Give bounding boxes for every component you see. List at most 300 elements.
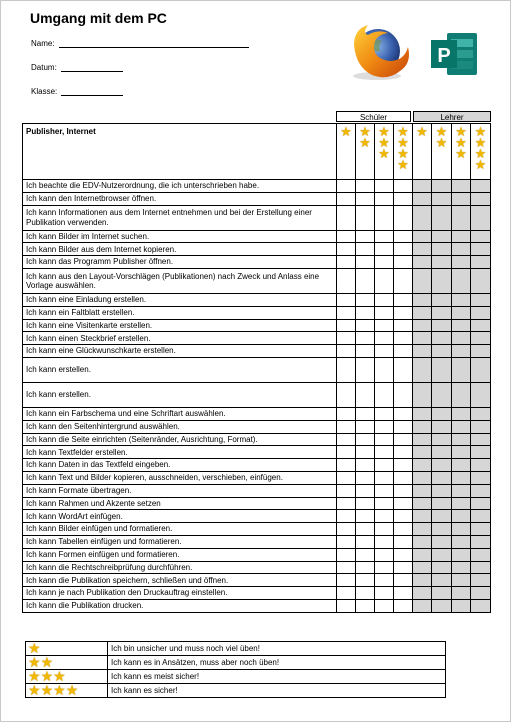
student-rating-cell[interactable] — [394, 306, 413, 319]
teacher-rating-cell[interactable] — [413, 243, 432, 256]
star-icon: ★ — [455, 135, 467, 150]
teacher-rating-cell[interactable] — [471, 306, 491, 319]
teacher-rating-cell[interactable] — [432, 548, 452, 561]
student-rating-cell[interactable] — [337, 587, 356, 600]
class-field[interactable] — [31, 87, 123, 96]
competency-text: Ich kann Formen einfügen und formatieren. — [23, 548, 337, 561]
student-rating-cell[interactable] — [375, 243, 394, 256]
student-rating-cell[interactable] — [356, 484, 375, 497]
student-rating-cell[interactable] — [394, 599, 413, 612]
teacher-rating-cell[interactable] — [413, 574, 432, 587]
student-rating-cell[interactable] — [394, 205, 413, 230]
star-icon: ★ — [65, 682, 79, 698]
student-rating-cell[interactable] — [375, 357, 394, 382]
teacher-rating-cell[interactable] — [452, 510, 471, 523]
teacher-rating-cell[interactable] — [471, 587, 491, 600]
teacher-rating-cell[interactable] — [413, 256, 432, 269]
student-rating-cell[interactable] — [375, 420, 394, 433]
star-icon: ★ — [474, 146, 487, 161]
star-icon: ★ — [378, 146, 390, 161]
student-rating-cell[interactable] — [394, 345, 413, 358]
teacher-rating-cell[interactable] — [471, 535, 491, 548]
student-rating-cell[interactable] — [375, 180, 394, 193]
teacher-level-header-4 — [471, 124, 491, 180]
teacher-rating-cell[interactable] — [432, 357, 452, 382]
student-rating-cell[interactable] — [356, 357, 375, 382]
teacher-rating-cell[interactable] — [432, 192, 452, 205]
student-rating-cell[interactable] — [337, 420, 356, 433]
teacher-rating-cell[interactable] — [471, 459, 491, 472]
teacher-rating-cell[interactable] — [432, 230, 452, 243]
competency-text: Ich kann eine Einladung erstellen. — [23, 293, 337, 306]
teacher-rating-cell[interactable] — [432, 497, 452, 510]
teacher-rating-cell[interactable] — [413, 332, 432, 345]
teacher-rating-cell[interactable] — [432, 446, 452, 459]
teacher-rating-cell[interactable] — [452, 230, 471, 243]
competency-text: Ich kann den Internetbrowser öffnen. — [23, 192, 337, 205]
teacher-rating-cell[interactable] — [452, 319, 471, 332]
star-icon: ★ — [455, 146, 467, 161]
competency-text: Ich kann Informationen aus dem Internet entnehmen und bei der Erstellung einer Publikation verwenden. — [23, 205, 337, 230]
student-rating-cell[interactable] — [337, 382, 356, 407]
teacher-rating-cell[interactable] — [452, 268, 471, 293]
teacher-rating-cell[interactable] — [413, 357, 432, 382]
legend-row — [26, 642, 446, 656]
student-rating-cell[interactable] — [394, 433, 413, 446]
teacher-rating-cell[interactable] — [471, 319, 491, 332]
teacher-rating-cell[interactable] — [413, 268, 432, 293]
student-rating-cell[interactable] — [394, 535, 413, 548]
student-rating-cell[interactable] — [394, 548, 413, 561]
teacher-rating-cell[interactable] — [432, 459, 452, 472]
teacher-rating-cell[interactable] — [471, 471, 491, 484]
student-rating-cell[interactable] — [375, 510, 394, 523]
competency-text: Ich kann erstellen. — [23, 382, 337, 407]
student-rating-cell[interactable] — [375, 497, 394, 510]
teacher-rating-cell[interactable] — [471, 561, 491, 574]
teacher-rating-cell[interactable] — [452, 548, 471, 561]
student-rating-cell[interactable] — [337, 180, 356, 193]
student-rating-cell[interactable] — [375, 599, 394, 612]
student-rating-cell[interactable] — [356, 446, 375, 459]
teacher-rating-cell[interactable] — [471, 256, 491, 269]
student-rating-cell[interactable] — [375, 433, 394, 446]
teacher-rating-cell[interactable] — [471, 523, 491, 536]
student-rating-cell[interactable] — [375, 407, 394, 420]
teacher-rating-cell[interactable] — [452, 523, 471, 536]
competency-text: Ich kann ein Faltblatt erstellen. — [23, 306, 337, 319]
teacher-rating-cell[interactable] — [452, 180, 471, 193]
teacher-rating-cell[interactable] — [452, 459, 471, 472]
teacher-rating-cell[interactable] — [471, 357, 491, 382]
teacher-rating-cell[interactable] — [452, 497, 471, 510]
student-rating-cell[interactable] — [375, 471, 394, 484]
student-rating-cell[interactable] — [356, 332, 375, 345]
teacher-rating-cell[interactable] — [471, 230, 491, 243]
student-rating-cell[interactable] — [375, 256, 394, 269]
table-row — [23, 268, 491, 293]
student-rating-cell[interactable] — [356, 459, 375, 472]
student-rating-cell[interactable] — [394, 446, 413, 459]
student-rating-cell[interactable] — [356, 407, 375, 420]
student-rating-cell[interactable] — [375, 382, 394, 407]
table-row — [23, 293, 491, 306]
student-rating-cell[interactable] — [375, 587, 394, 600]
student-rating-cell[interactable] — [356, 268, 375, 293]
student-rating-cell[interactable] — [356, 256, 375, 269]
teacher-rating-cell[interactable] — [471, 599, 491, 612]
student-rating-cell[interactable] — [337, 459, 356, 472]
star-icon: ★ — [40, 654, 54, 670]
star-icon: ★ — [397, 157, 409, 172]
student-rating-cell[interactable] — [337, 535, 356, 548]
student-rating-cell[interactable] — [337, 268, 356, 293]
student-rating-cell[interactable] — [356, 243, 375, 256]
date-field[interactable] — [31, 63, 123, 72]
competency-text: Ich kann ein Farbschema und eine Schriftart auswählen. — [23, 407, 337, 420]
star-rating-3 — [375, 124, 393, 159]
student-rating-cell[interactable] — [375, 548, 394, 561]
teacher-rating-cell[interactable] — [432, 306, 452, 319]
teacher-rating-cell[interactable] — [432, 293, 452, 306]
teacher-rating-cell[interactable] — [432, 420, 452, 433]
teacher-rating-cell[interactable] — [432, 256, 452, 269]
teacher-rating-cell[interactable] — [452, 192, 471, 205]
student-rating-cell[interactable] — [356, 420, 375, 433]
star-icon: ★ — [378, 135, 390, 150]
teacher-rating-cell[interactable] — [413, 459, 432, 472]
teacher-rating-cell[interactable] — [432, 243, 452, 256]
student-rating-cell[interactable] — [394, 497, 413, 510]
star-icon: ★ — [28, 682, 41, 698]
table-row — [23, 497, 491, 510]
student-rating-cell[interactable] — [356, 230, 375, 243]
teacher-rating-cell[interactable] — [432, 510, 452, 523]
student-rating-cell[interactable] — [337, 243, 356, 256]
student-rating-cell[interactable] — [337, 357, 356, 382]
student-rating-cell[interactable] — [337, 548, 356, 561]
teacher-rating-cell[interactable] — [471, 332, 491, 345]
teacher-rating-cell[interactable] — [452, 382, 471, 407]
teacher-rating-cell[interactable] — [471, 243, 491, 256]
student-rating-cell[interactable] — [375, 446, 394, 459]
student-rating-cell[interactable] — [375, 561, 394, 574]
student-rating-cell[interactable] — [356, 471, 375, 484]
student-rating-cell[interactable] — [356, 345, 375, 358]
teacher-rating-cell[interactable] — [432, 332, 452, 345]
student-rating-cell[interactable] — [375, 230, 394, 243]
teacher-rating-cell[interactable] — [452, 420, 471, 433]
teacher-rating-cell[interactable] — [432, 205, 452, 230]
competency-text: Ich kann Tabellen einfügen und formatieren. — [23, 535, 337, 548]
student-rating-cell[interactable] — [337, 319, 356, 332]
teacher-rating-cell[interactable] — [471, 420, 491, 433]
teacher-rating-cell[interactable] — [413, 548, 432, 561]
student-rating-cell[interactable] — [337, 306, 356, 319]
teacher-rating-cell[interactable] — [432, 382, 452, 407]
table-row — [23, 459, 491, 472]
teacher-rating-cell[interactable] — [452, 357, 471, 382]
teacher-rating-cell[interactable] — [432, 535, 452, 548]
teacher-rating-cell[interactable] — [432, 523, 452, 536]
student-rating-cell[interactable] — [356, 510, 375, 523]
teacher-rating-cell[interactable] — [413, 293, 432, 306]
teacher-rating-cell[interactable] — [471, 574, 491, 587]
student-rating-cell[interactable] — [356, 523, 375, 536]
student-rating-cell[interactable] — [375, 319, 394, 332]
student-rating-cell[interactable] — [337, 497, 356, 510]
teacher-rating-cell[interactable] — [432, 319, 452, 332]
student-rating-cell[interactable] — [337, 574, 356, 587]
competency-text: Ich kann Bilder einfügen und formatieren. — [23, 523, 337, 536]
teacher-rating-cell[interactable] — [413, 205, 432, 230]
student-rating-cell[interactable] — [337, 256, 356, 269]
teacher-rating-cell[interactable] — [413, 561, 432, 574]
date-line[interactable] — [61, 63, 123, 72]
student-rating-cell[interactable] — [394, 407, 413, 420]
student-rating-cell[interactable] — [356, 306, 375, 319]
teacher-rating-cell[interactable] — [413, 510, 432, 523]
teacher-rating-cell[interactable] — [413, 319, 432, 332]
student-rating-cell[interactable] — [356, 497, 375, 510]
student-rating-cell[interactable] — [356, 293, 375, 306]
teacher-rating-cell[interactable] — [471, 510, 491, 523]
student-rating-cell[interactable] — [356, 535, 375, 548]
teacher-rating-cell[interactable] — [432, 587, 452, 600]
student-rating-cell[interactable] — [394, 192, 413, 205]
table-row — [23, 357, 491, 382]
teacher-rating-cell[interactable] — [413, 382, 432, 407]
student-rating-cell[interactable] — [394, 420, 413, 433]
student-rating-cell[interactable] — [375, 306, 394, 319]
student-rating-cell[interactable] — [394, 484, 413, 497]
teacher-rating-cell[interactable] — [471, 180, 491, 193]
competency-text: Ich kann Rahmen und Akzente setzen — [23, 497, 337, 510]
table-row — [23, 420, 491, 433]
student-rating-cell[interactable] — [337, 407, 356, 420]
student-rating-cell[interactable] — [337, 433, 356, 446]
teacher-rating-cell[interactable] — [452, 484, 471, 497]
star-legend — [25, 641, 446, 698]
student-rating-cell[interactable] — [394, 574, 413, 587]
student-rating-cell[interactable] — [394, 459, 413, 472]
teacher-rating-cell[interactable] — [413, 484, 432, 497]
table-row — [23, 484, 491, 497]
class-label: Klasse: — [31, 87, 58, 96]
student-rating-cell[interactable] — [356, 561, 375, 574]
table-row — [23, 243, 491, 256]
legend-row — [26, 684, 446, 698]
teacher-rating-cell[interactable] — [413, 535, 432, 548]
teacher-rating-cell[interactable] — [432, 599, 452, 612]
competency-text: Ich kann Daten in das Textfeld eingeben. — [23, 459, 337, 472]
teacher-rating-cell[interactable] — [452, 407, 471, 420]
teacher-rating-cell[interactable] — [413, 599, 432, 612]
teacher-rating-cell[interactable] — [432, 574, 452, 587]
teacher-rating-cell[interactable] — [471, 192, 491, 205]
student-rating-cell[interactable] — [375, 459, 394, 472]
student-rating-cell[interactable] — [337, 484, 356, 497]
competency-text: Ich kann WordArt einfügen. — [23, 510, 337, 523]
student-rating-cell[interactable] — [337, 345, 356, 358]
teacher-level-header-3 — [452, 124, 471, 180]
class-line[interactable] — [61, 87, 123, 96]
teacher-rating-cell[interactable] — [452, 446, 471, 459]
teacher-rating-cell[interactable] — [413, 230, 432, 243]
legend-stars — [26, 684, 108, 698]
student-rating-cell[interactable] — [375, 535, 394, 548]
student-rating-cell[interactable] — [394, 256, 413, 269]
student-column-header: Schüler — [336, 111, 411, 122]
teacher-rating-cell[interactable] — [452, 535, 471, 548]
student-rating-cell[interactable] — [356, 548, 375, 561]
student-rating-cell[interactable] — [394, 587, 413, 600]
teacher-rating-cell[interactable] — [471, 345, 491, 358]
student-rating-cell[interactable] — [356, 574, 375, 587]
student-rating-cell[interactable] — [356, 599, 375, 612]
teacher-rating-cell[interactable] — [471, 205, 491, 230]
legend-text: Ich kann es meist sicher! — [108, 670, 446, 684]
student-rating-cell[interactable] — [337, 471, 356, 484]
student-rating-cell[interactable] — [394, 382, 413, 407]
teacher-rating-cell[interactable] — [413, 306, 432, 319]
student-rating-cell[interactable] — [356, 192, 375, 205]
teacher-rating-cell[interactable] — [452, 293, 471, 306]
student-rating-cell[interactable] — [394, 319, 413, 332]
star-rating-2 — [432, 124, 451, 148]
student-rating-cell[interactable] — [337, 446, 356, 459]
student-rating-cell[interactable] — [394, 523, 413, 536]
teacher-rating-cell[interactable] — [432, 407, 452, 420]
teacher-rating-cell[interactable] — [413, 587, 432, 600]
teacher-rating-cell[interactable] — [413, 192, 432, 205]
competency-text: Ich kann Textfelder erstellen. — [23, 446, 337, 459]
student-rating-cell[interactable] — [375, 574, 394, 587]
teacher-rating-cell[interactable] — [413, 523, 432, 536]
teacher-rating-cell[interactable] — [452, 345, 471, 358]
student-rating-cell[interactable] — [375, 332, 394, 345]
teacher-rating-cell[interactable] — [452, 561, 471, 574]
teacher-rating-cell[interactable] — [432, 433, 452, 446]
teacher-rating-cell[interactable] — [471, 484, 491, 497]
teacher-rating-cell[interactable] — [452, 587, 471, 600]
teacher-rating-cell[interactable] — [471, 268, 491, 293]
student-rating-cell[interactable] — [394, 332, 413, 345]
teacher-rating-cell[interactable] — [471, 548, 491, 561]
competency-text: Ich kann aus den Layout-Vorschlägen (Publikationen) nach Zweck und Anlass eine Vorlage auswählen. — [23, 268, 337, 293]
legend-text: Ich kann es in Ansätzen, muss aber noch üben! — [108, 656, 446, 670]
student-rating-cell[interactable] — [375, 192, 394, 205]
name-field[interactable] — [31, 39, 249, 48]
teacher-rating-cell[interactable] — [413, 497, 432, 510]
student-rating-cell[interactable] — [356, 319, 375, 332]
student-rating-cell[interactable] — [356, 205, 375, 230]
teacher-column-header: Lehrer — [413, 111, 491, 122]
student-rating-cell[interactable] — [337, 510, 356, 523]
teacher-rating-cell[interactable] — [432, 180, 452, 193]
star-icon: ★ — [40, 668, 54, 684]
teacher-rating-cell[interactable] — [471, 293, 491, 306]
student-rating-cell[interactable] — [394, 230, 413, 243]
student-rating-cell[interactable] — [375, 484, 394, 497]
teacher-rating-cell[interactable] — [471, 497, 491, 510]
table-row — [23, 382, 491, 407]
teacher-rating-cell[interactable] — [452, 471, 471, 484]
teacher-rating-cell[interactable] — [432, 268, 452, 293]
star-icon: ★ — [474, 157, 487, 172]
student-rating-cell[interactable] — [394, 510, 413, 523]
teacher-rating-cell[interactable] — [432, 471, 452, 484]
teacher-rating-cell[interactable] — [471, 433, 491, 446]
teacher-rating-cell[interactable] — [452, 574, 471, 587]
student-rating-cell[interactable] — [356, 180, 375, 193]
student-rating-cell[interactable] — [394, 243, 413, 256]
teacher-rating-cell[interactable] — [432, 345, 452, 358]
teacher-rating-cell[interactable] — [413, 420, 432, 433]
student-rating-cell[interactable] — [375, 293, 394, 306]
student-rating-cell[interactable] — [337, 205, 356, 230]
student-rating-cell[interactable] — [394, 561, 413, 574]
name-line[interactable] — [59, 39, 249, 48]
teacher-rating-cell[interactable] — [413, 471, 432, 484]
student-rating-cell[interactable] — [375, 268, 394, 293]
student-rating-cell[interactable] — [375, 205, 394, 230]
teacher-rating-cell[interactable] — [452, 306, 471, 319]
student-rating-cell[interactable] — [337, 523, 356, 536]
student-rating-cell[interactable] — [394, 471, 413, 484]
teacher-rating-cell[interactable] — [413, 433, 432, 446]
teacher-rating-cell[interactable] — [413, 407, 432, 420]
student-rating-cell[interactable] — [394, 268, 413, 293]
teacher-rating-cell[interactable] — [413, 180, 432, 193]
teacher-rating-cell[interactable] — [413, 345, 432, 358]
student-rating-cell[interactable] — [337, 561, 356, 574]
name-label: Name: — [31, 39, 55, 48]
teacher-rating-cell[interactable] — [452, 256, 471, 269]
student-rating-cell[interactable] — [356, 433, 375, 446]
student-rating-cell[interactable] — [394, 293, 413, 306]
student-rating-cell[interactable] — [337, 230, 356, 243]
teacher-level-header-1 — [413, 124, 432, 180]
teacher-rating-cell[interactable] — [471, 446, 491, 459]
teacher-rating-cell[interactable] — [432, 561, 452, 574]
teacher-rating-cell[interactable] — [452, 205, 471, 230]
student-rating-cell[interactable] — [337, 192, 356, 205]
table-row — [23, 599, 491, 612]
student-rating-cell[interactable] — [375, 523, 394, 536]
teacher-rating-cell[interactable] — [452, 332, 471, 345]
student-rating-cell[interactable] — [394, 357, 413, 382]
teacher-rating-cell[interactable] — [413, 446, 432, 459]
teacher-rating-cell[interactable] — [471, 382, 491, 407]
student-rating-cell[interactable] — [337, 599, 356, 612]
student-rating-cell[interactable] — [337, 293, 356, 306]
student-rating-cell[interactable] — [337, 332, 356, 345]
competency-text: Ich kann Formate übertragen. — [23, 484, 337, 497]
topic-heading: Publisher, Internet — [23, 124, 337, 180]
table-row — [23, 548, 491, 561]
teacher-rating-cell[interactable] — [452, 243, 471, 256]
student-rating-cell[interactable] — [356, 382, 375, 407]
teacher-rating-cell[interactable] — [452, 433, 471, 446]
student-rating-cell[interactable] — [356, 587, 375, 600]
teacher-rating-cell[interactable] — [432, 484, 452, 497]
student-rating-cell[interactable] — [394, 180, 413, 193]
student-level-header-2 — [356, 124, 375, 180]
teacher-rating-cell[interactable] — [452, 599, 471, 612]
teacher-rating-cell[interactable] — [471, 407, 491, 420]
student-rating-cell[interactable] — [375, 345, 394, 358]
